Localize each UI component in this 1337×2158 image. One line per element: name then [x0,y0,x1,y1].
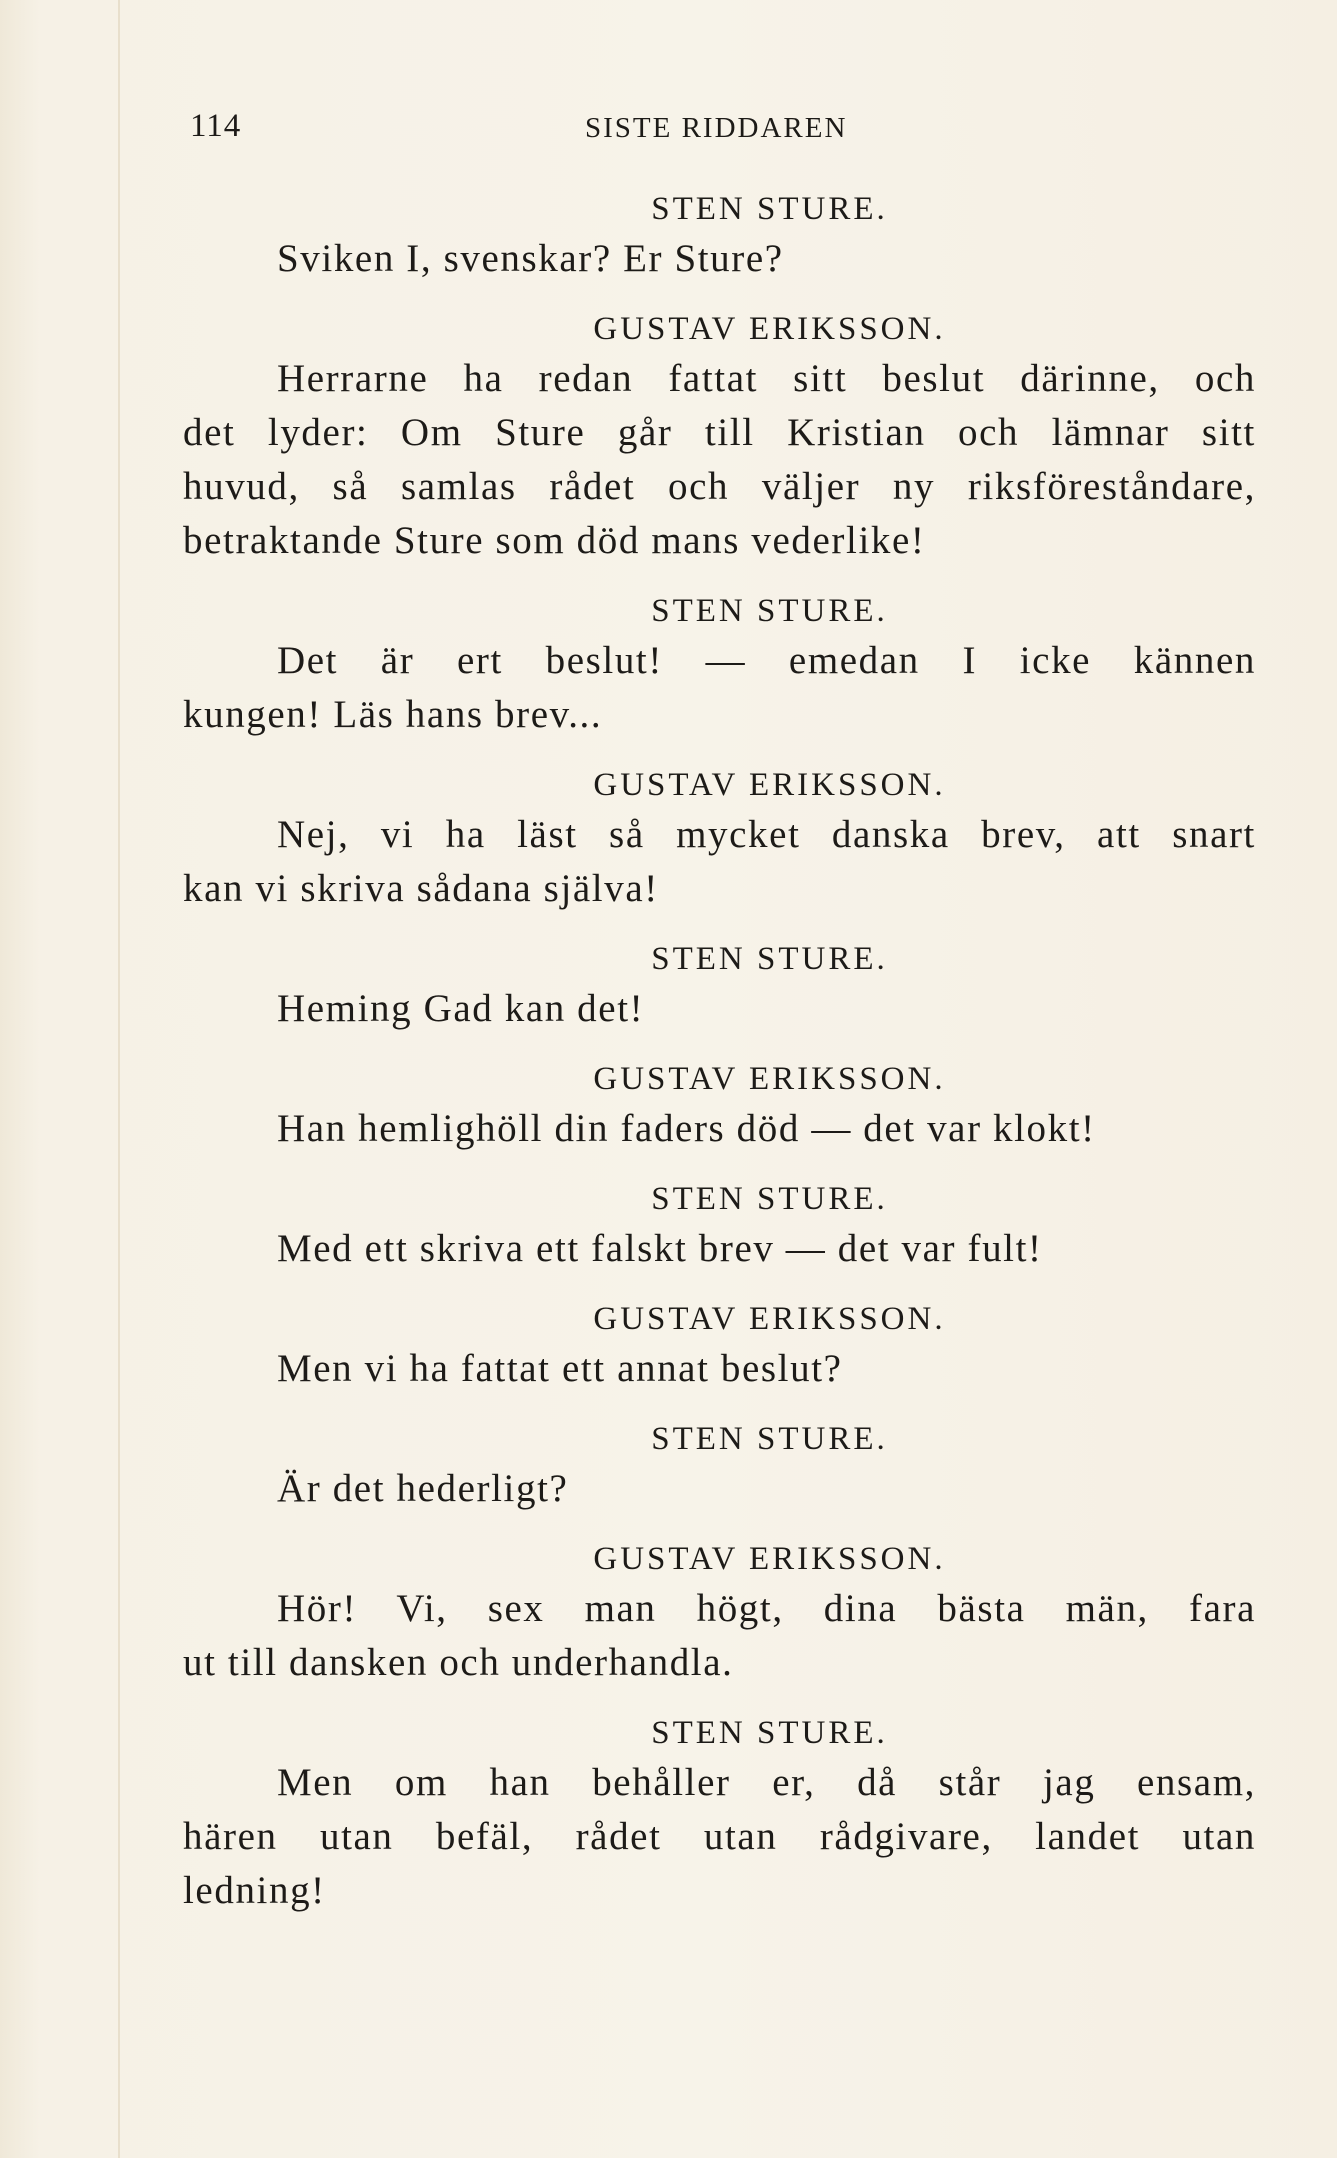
speech-line: Det är ert beslut! — emedan I icke kännen [277,639,1256,682]
dialogue-exchange [183,762,1256,916]
speaker-name: STEN STURE. [651,1715,888,1751]
speech-line: Heming Gad kan det! [277,987,645,1030]
speaker-name: STEN STURE. [651,1181,888,1217]
speech-line: Med ett skriva ett falskt brev — det var fult! [277,1227,1043,1270]
speech-line: Hör! Vi, sex man högt, dina bästa män, fara [277,1587,1256,1630]
speaker-name: STEN STURE. [651,941,888,977]
dialogue-exchange [183,1416,1256,1516]
dialogue-exchange [183,1296,1256,1396]
dialogue-exchange [183,186,1256,286]
speaker-name: STEN STURE. [651,1421,888,1457]
speaker-name: STEN STURE. [651,191,888,227]
book-title: SISTE RIDDAREN [585,112,848,144]
dialogue-exchange [183,1710,1256,1918]
dialogue-exchange [183,1176,1256,1276]
speech-line: kungen! Läs hans brev... [183,693,603,736]
speech-line: Sviken I, svenskar? Er Sture? [277,237,784,280]
speech-line: betraktande Sture som död mans vederlike! [183,519,926,562]
speaker-name: GUSTAV ERIKSSON. [593,1301,946,1337]
running-head [190,108,1255,152]
speech-line: ut till dansken och underhandla. [183,1641,734,1684]
speaker-name: STEN STURE. [651,593,888,629]
speaker-name: GUSTAV ERIKSSON. [593,1541,946,1577]
speaker-name: GUSTAV ERIKSSON. [593,311,946,347]
speaker-name: GUSTAV ERIKSSON. [593,1061,946,1097]
page-gutter-shadow [118,0,120,2158]
speech-line: Är det hederligt? [277,1467,569,1510]
speech-line: Nej, vi ha läst så mycket danska brev, att snart [277,813,1256,856]
dialogue-exchange [183,1056,1256,1156]
speech-line: Men vi ha fattat ett annat beslut? [277,1347,843,1390]
speech-line: hären utan befäl, rådet utan rådgivare, landet utan [183,1815,1256,1858]
dialogue-exchange [183,306,1256,568]
speech-line: Men om han behåller er, då står jag ensam, [277,1761,1256,1804]
dialogue-text [183,186,1256,1938]
speech-line: ledning! [183,1869,326,1912]
dialogue-exchange [183,588,1256,742]
speech-line: det lyder: Om Sture går till Kristian och lämnar sitt [183,411,1256,454]
page-number: 114 [190,108,242,144]
speech-line: kan vi skriva sådana själva! [183,867,659,910]
speech-line: Herrarne ha redan fattat sitt beslut därinne, och [277,357,1256,400]
dialogue-exchange [183,936,1256,1036]
speech-line: Han hemlighöll din faders död — det var klokt! [277,1107,1096,1150]
speech-line: huvud, så samlas rådet och väljer ny riksföreståndare, [183,465,1256,508]
speaker-name: GUSTAV ERIKSSON. [593,767,946,803]
dialogue-exchange [183,1536,1256,1690]
